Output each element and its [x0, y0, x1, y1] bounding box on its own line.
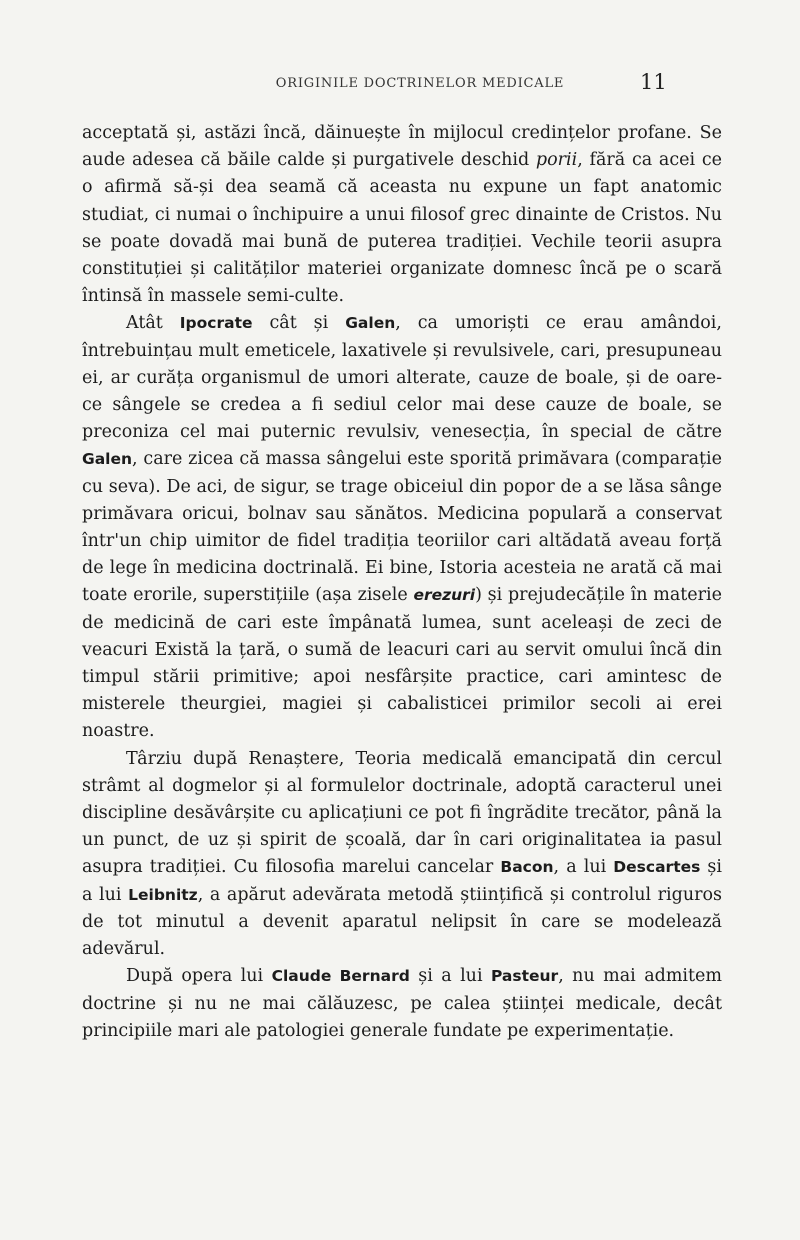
text-run: , a lui: [553, 857, 614, 878]
text-run: acceptată și, astăzi încă, dăinuește în mijlocul credințelor profane. Se aude adesea că băile calde și purgativele deschid: [82, 123, 722, 171]
name-descartes: Descartes: [613, 858, 701, 877]
text-run: , fără ca acei ce o afirmă să-și dea seamă că aceasta nu expune un fapt anatomic studiat, ci numai o închipuire a unui filosof grec dinainte de Cristos. Nu se poate dovadă mai bună de puterea tradiției. Vechile teorii asupra constituției și calităților materiei organizate domnesc încă pe o scară întinsă în massele semi-culte.: [82, 150, 722, 307]
name-claude-bernard: Claude Bernard: [271, 967, 410, 986]
name-galen: Galen: [82, 450, 133, 469]
text-run: , ca umoriști ce erau amândoi, întrebuințau mult emeticele, laxativele și revulsivele, cari, presupuneau ei, ar curăța organismul de umori alterate, cauze de boale, și de oare-ce sângele se credea a fi sediul celor mai dese cauze de boale, se preconiza cel mai puternic revulsiv, venesecția, în special de către: [82, 313, 722, 443]
term-erezuri: erezuri: [413, 586, 476, 605]
text-run: Târziu după Renaștere, Teoria medicală emancipată din cercul strâmt al dogmelor și al formulelor doctrinale, adoptă caracterul unei discipline desăvârșite cu aplicațiuni ce pot fi îngrădite trecător, până la un punct, de uz și spirit de școală, dar în cari originalitatea ia pasul asupra tradiției. Cu filosofia marelui cancelar: [82, 748, 722, 878]
page-number: 11: [640, 70, 667, 94]
text-run: ) și prejudecățile în materie de medicină de cari este împânată lumea, sunt aceleași de zeci de veacuri Există la țară, o sumă de leacuri cari au servit omului încă din timpul stării primitive; apoi nesfârșite practice, cari amintesc de misterele theurgiei, magiei și cabalisticei primilor secoli ai erei noastre.: [82, 585, 722, 742]
body-text: [82, 120, 722, 1045]
name-leibnitz: Leibnitz: [128, 885, 198, 904]
text-run: , a apărut adevărata metodă științifică și controlul riguros de tot minutul a devenit aparatul nelipsit în care se modelează adevărul.: [82, 884, 722, 960]
running-title: ORIGINILE DOCTRINELOR MEDICALE: [275, 76, 565, 91]
name-pasteur: Pasteur: [490, 967, 559, 986]
paragraph-4: [82, 963, 722, 1045]
text-run: , care zicea că massa sângelui este sporită primăvara (comparație cu seva). De aci, de sigur, se trage obiceiul din popor de a se lăsa sânge primăvara oricui, bolnav sau sănătos. Medicina populară a conservat într'un chip uimitor de fidel tradiția teoriilor cari altădată aveau forță de lege în medicina doctrinală. Ei bine, Istoria acesteia ne arată că mai toate erorile, superstițiile (așa zisele: [82, 449, 722, 606]
paragraph-3: [82, 746, 722, 964]
italic-term: porii: [535, 150, 578, 171]
text-run: După opera lui: [126, 966, 272, 987]
text-run: și a lui: [82, 857, 723, 905]
text-run: și a lui: [409, 966, 491, 987]
paragraph-2: [82, 310, 722, 745]
paragraph-1: [82, 120, 722, 310]
name-bacon: Bacon: [500, 858, 554, 877]
text-run: Atât: [126, 313, 180, 334]
name-ipocrate: Ipocrate: [179, 314, 253, 333]
text-run: cât și: [252, 313, 346, 334]
text-run: , nu mai admitem doctrine și nu ne mai călăuzesc, pe calea științei medicale, decât principiile mari ale patologiei generale fundate pe experimentație.: [82, 966, 722, 1041]
name-galen: Galen: [345, 314, 396, 333]
